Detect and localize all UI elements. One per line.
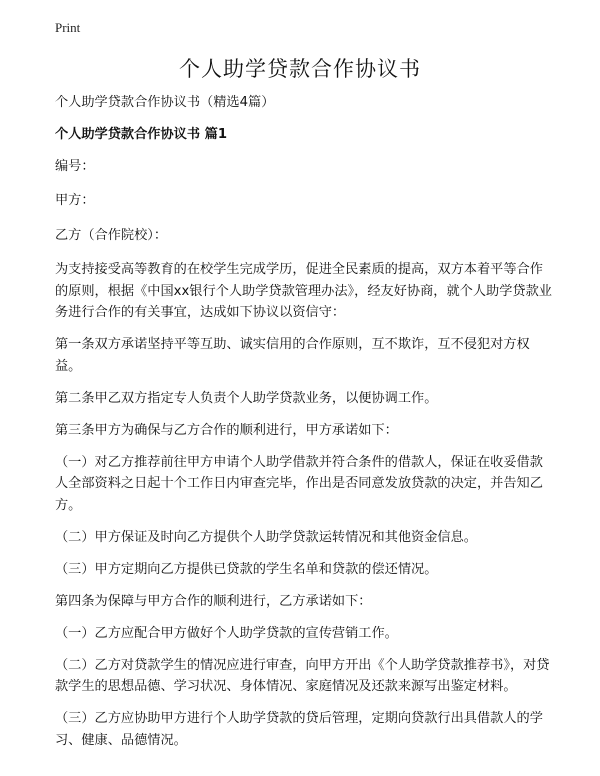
paragraph-article-3-item-1: （一）对乙方推荐前往甲方申请个人助学借款并符合条件的借款人，保证在收妥借款人全部资料之日起十个工作日内审查完毕，作出是否同意发放贷款的决定，并告知乙方。	[55, 454, 543, 513]
paragraph-article-2: 第二条甲乙双方指定专人负责个人助学贷款业务，以便协调工作。	[55, 390, 438, 406]
document-title: 个人助学贷款合作协议书	[179, 57, 421, 81]
field-number: 编号：	[55, 158, 95, 174]
field-party-b: 乙方（合作院校）：	[55, 227, 168, 243]
paragraph-article-1: 第一条双方承诺坚持平等互助、诚实信用的合作原则，互不欺诈，互不侵犯对方权益。	[55, 337, 530, 374]
document-subtitle: 个人助学贷款合作协议书（精选4篇）	[55, 95, 275, 110]
paragraph-article-4-item-3: （三）乙方应协助甲方进行个人助学贷款的贷后管理，定期向贷款行出具借款人的学习、健康、品德情况。	[55, 711, 543, 748]
field-party-a: 甲方：	[55, 193, 95, 208]
paragraph-article-3: 第三条甲方为确保与乙方合作的顺利进行，甲方承诺如下：	[55, 422, 398, 438]
paragraph-article-3-item-2: （二）甲方保证及时向乙方提供个人助学贷款运转情况和其他资金信息。	[55, 529, 477, 545]
paragraph-article-4-item-2: （二）乙方对贷款学生的情况应进行审查，向甲方开出《个人助学贷款推荐书》，对贷款学生的思想品德、学习状况、身体情况、家庭情况及还款来源写出鉴定材料。	[55, 657, 550, 694]
document-body	[55, 92, 553, 762]
paragraph-article-4-item-1: （一）乙方应配合甲方做好个人助学贷款的宣传营销工作。	[55, 625, 398, 641]
paragraph-article-4: 第四条为保障与甲方合作的顺利进行，乙方承诺如下：	[55, 593, 372, 609]
print-link[interactable]: Print	[55, 20, 81, 35]
section-title: 个人助学贷款合作协议书 篇1	[55, 127, 228, 142]
paragraph-article-3-item-3: （三）甲方定期向乙方提供已贷款的学生名单和贷款的偿还情况。	[55, 561, 438, 577]
paragraph-preamble: 为支持接受高等教育的在校学生完成学历，促进全民素质的提高，双方本着平等合作的原则，根据《中国xx银行个人助学贷款管理办法》，经友好协商，就个人助学贷款业务进行合作的有关事宜，达成如下协议以资信守：	[55, 262, 552, 320]
